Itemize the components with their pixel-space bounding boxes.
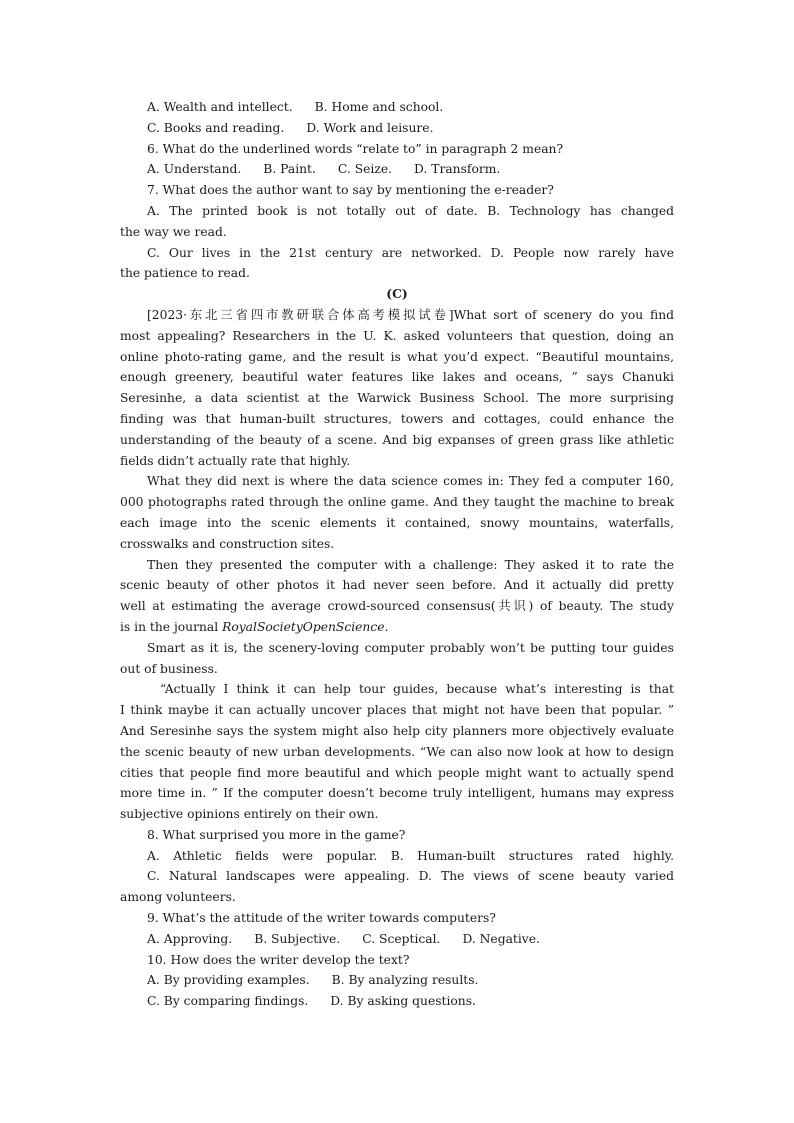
q9-option-a: A. Approving. [147,931,233,946]
q6-option-c: C. Seize. [337,162,393,177]
q8-stem: 8. What surprised you more in the game? [147,827,406,842]
q7-option-c: C. Our lives in the 21st century are networked. [147,245,482,260]
q9-option-c: C. Sceptical. [362,931,441,946]
q9-options [120,929,674,950]
q9-stem: 9. What’s the attitude of the writer towards computers? [147,911,496,926]
q7-option-b: B. Technology has changed [487,203,674,218]
q8-option-c: C. Natural landscapes were appealing. [147,869,410,884]
q7-option-d-continued: the patience to read. [120,266,250,281]
passage-line: And Seresinhe says the system might also help city planners more objectively evaluate [120,723,674,738]
q6-option-d: D. Transform. [414,162,501,177]
q7-option-b-continued: the way we read. [120,224,227,239]
passage-line: fields didn’t actually rate that highly. [120,453,351,468]
q6-stem: 6. What do the underlined words “relate to” in paragraph 2 mean? [147,141,564,156]
passage-line: more time in. ” If the computer doesn’t become truly intelligent, humans may express [120,786,674,801]
journal-prefix: is in the journal [120,619,223,634]
passage-paragraph-5 [120,679,674,825]
q5-option-a: A. Wealth and intellect. [147,100,293,114]
q8-options-row-2 [120,866,674,887]
q10-option-d: D. By asking questions. [330,994,476,1009]
passage-line: subjective opinions entirely on their own. [120,807,379,822]
q8-option-a: A. Athletic fields were popular. [147,848,378,863]
passage-paragraph-4 [120,638,674,680]
section-label: (C) [386,286,408,302]
passage-line: Seresinhe, a data scientist at the Warwick Business School. The more surprising [120,391,674,406]
passage-line: Smart as it is, the scenery-loving computer probably won’t be putting tour guides [147,640,674,655]
passage-paragraph-3 [120,555,674,638]
passage-line: most appealing? Researchers in the U. K. asked volunteers that question, doing an [120,328,674,343]
journal-suffix: . [384,619,389,634]
passage-line: well at estimating the average crowd-sourced consensus(共识) of beauty. The study [120,599,674,614]
q6-options [120,159,674,180]
q6-option-a: A. Understand. [147,162,242,177]
passage-line: enough greenery, beautiful water features like lakes and oceans, ” says Chanuki [120,370,674,385]
passage-line: What they did next is where the data science comes in: They fed a computer 160, [147,474,674,489]
passage-line: crosswalks and construction sites. [120,536,335,551]
q10-option-a: A. By providing examples. [147,973,310,988]
q9-option-d: D. Negative. [462,931,540,946]
passage-line: [2023·东北三省四市教研联合体高考模拟试卷]What sort of scenery do you find [147,307,674,322]
q5-option-b: B. Home and school. [314,100,444,114]
passage-line: each image into the scenic elements it contained, snowy mountains, waterfalls, [120,515,674,530]
passage-line: out of business. [120,661,218,676]
passage-paragraph-1 [120,305,674,471]
passage-line: scenic beauty of other photos it had never seen before. And it actually did pretty [120,578,674,593]
q6-option-b: B. Paint. [263,162,316,177]
q10-options-row-2 [120,991,674,1012]
q10-option-b: B. By analyzing results. [331,973,479,988]
q7-options-row-1 [120,201,674,222]
q5-option-c: C. Books and reading. [147,120,285,135]
q10-stem: 10. How does the writer develop the text? [147,952,410,967]
q8-options-row-1 [120,846,674,867]
q7-options-row-2 [120,243,674,264]
q5-options-row-1 [120,97,674,118]
q5-option-d: D. Work and leisure. [306,120,434,135]
q7-option-d: D. People now rarely have [490,245,674,260]
q8-option-d: D. The views of scene beauty varied [418,869,674,884]
passage-line: Then they presented the computer with a challenge: They asked it to rate the [147,557,674,572]
passage-line: understanding of the beauty of a scene. And big expanses of green grass like athletic [120,432,674,447]
q8-option-b: B. Human-built structures rated highly. [390,848,674,863]
passage-paragraph-2 [120,471,674,554]
passage-line: 000 photographs rated through the online game. And they taught the machine to break [120,495,674,510]
q7-stem: 7. What does the author want to say by mentioning the e-reader? [147,183,554,198]
document-content [120,97,674,1012]
q5-options-row-2 [120,118,674,139]
passage-line: online photo-rating game, and the result is what you’d expect. “Beautiful mountains, [120,349,674,364]
journal-name: RoyalSocietyOpenScience [222,619,385,634]
passage-line: cities that people find more beautiful and which people might want to actually spend [120,765,674,780]
passage-line: I think maybe it can actually uncover places that might not have been that popular. ” [120,703,674,718]
q9-option-b: B. Subjective. [254,931,341,946]
q10-option-c: C. By comparing findings. [147,994,309,1009]
passage-line [120,617,674,638]
passage-line: “Actually I think it can help tour guides, because what’s interesting is that [160,682,674,697]
q10-options-row-1 [120,970,674,991]
passage-line: finding was that human-built structures, towers and cottages, could enhance the [120,411,674,426]
q7-option-a: A. The printed book is not totally out of date. [147,203,478,218]
q8-option-d-continued: among volunteers. [120,890,236,905]
passage-line: the scenic beauty of new urban developments. “We can also now look at how to design [120,744,674,759]
